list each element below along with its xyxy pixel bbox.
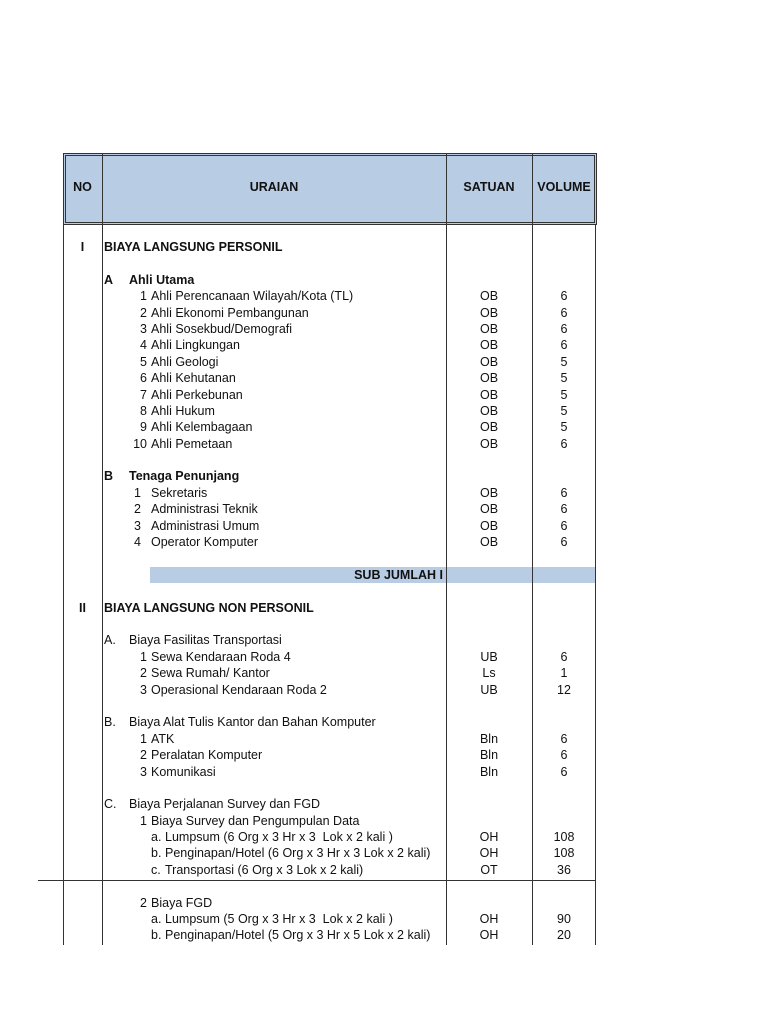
- subitem-letter: a.: [151, 830, 162, 845]
- blank-row: [63, 583, 597, 599]
- item-label: Sekretaris: [151, 485, 208, 500]
- table-row: [63, 747, 597, 763]
- group-letter: B: [104, 469, 114, 484]
- item-satuan: OB: [479, 387, 499, 402]
- column-border: [595, 225, 596, 945]
- item-number: 9: [140, 420, 147, 435]
- item-volume: 5: [560, 371, 568, 386]
- subitem-satuan: OH: [479, 912, 499, 927]
- item-volume: 6: [560, 518, 568, 533]
- group-row: [63, 632, 597, 648]
- item-satuan: OB: [479, 338, 499, 353]
- item-satuan: Bln: [479, 731, 499, 746]
- blank-row: [63, 255, 597, 271]
- blank-row: [63, 780, 597, 796]
- item-volume: 12: [557, 682, 571, 697]
- item-label: Ahli Kehutanan: [151, 371, 236, 386]
- item-label: Peralatan Komputer: [151, 748, 263, 763]
- subitem-label: Transportasi (6 Org x 3 Lok x 2 kali): [165, 862, 364, 877]
- subitem-row: [63, 911, 597, 927]
- item-number: 3: [134, 518, 141, 533]
- item-satuan: OB: [479, 518, 499, 533]
- column-border: [63, 225, 64, 945]
- item-number: 7: [140, 387, 147, 402]
- subitem-label: Lumpsum (6 Org x 3 Hr x 3 Lok x 2 kali ): [165, 830, 393, 845]
- section-number: II: [79, 600, 86, 615]
- subitem-label: Penginapan/Hotel (6 Org x 3 Hr x 3 Lok x 2 kali): [165, 846, 431, 861]
- subitem-satuan: OH: [479, 846, 499, 861]
- header-no: NO: [73, 180, 92, 194]
- item-label: Komunikasi: [151, 764, 216, 779]
- item-satuan: Bln: [479, 764, 499, 779]
- table-row: [63, 665, 597, 681]
- subitem-letter: c.: [151, 862, 161, 877]
- item-label: Operasional Kendaraan Roda 2: [151, 682, 327, 697]
- subitem-label: Penginapan/Hotel (5 Org x 3 Hr x 5 Lok x 2 kali): [165, 928, 431, 943]
- table-row: [63, 682, 597, 698]
- subitem-satuan: OH: [479, 830, 499, 845]
- item-satuan: OB: [479, 305, 499, 320]
- item-label: Ahli Geologi: [151, 354, 219, 369]
- item-volume: 5: [560, 403, 568, 418]
- header-uraian: URAIAN: [249, 180, 299, 194]
- subitem-row: [63, 845, 597, 861]
- item-number: 1: [140, 813, 147, 828]
- item-volume: 6: [560, 289, 568, 304]
- subitem-satuan: OT: [480, 862, 498, 877]
- subitem-volume: 90: [557, 912, 571, 927]
- section-number: I: [80, 240, 85, 254]
- table-row: [63, 321, 597, 337]
- item-satuan: OB: [479, 289, 499, 304]
- table-body: [63, 225, 597, 945]
- item-label: Administrasi Umum: [151, 518, 260, 533]
- table-row: [63, 403, 597, 419]
- subitem-letter: b.: [151, 928, 162, 943]
- item-volume: 6: [560, 485, 568, 500]
- item-number: 1: [134, 485, 141, 500]
- item-number: 2: [140, 748, 147, 763]
- item-volume: 5: [560, 420, 568, 435]
- header-volume: VOLUME: [537, 180, 591, 194]
- table-row: [63, 436, 597, 452]
- item-number: 3: [140, 764, 147, 779]
- item-label: ATK: [151, 731, 175, 746]
- section-title: BIAYA LANGSUNG PERSONIL: [104, 240, 283, 254]
- header-divider: [532, 153, 533, 225]
- table-row: [63, 337, 597, 353]
- item-number: 1: [140, 289, 147, 304]
- group-title: Biaya Perjalanan Survey dan FGD: [129, 797, 321, 812]
- item-label: Ahli Sosekbud/Demografi: [151, 321, 293, 336]
- blank-row: [63, 616, 597, 632]
- section-row: [63, 239, 597, 255]
- header-satuan: SATUAN: [463, 180, 515, 194]
- page-break-line: [38, 880, 596, 881]
- item-number: 3: [140, 682, 147, 697]
- item-volume: 6: [560, 748, 568, 763]
- item-satuan: OB: [479, 535, 499, 550]
- item-label: Biaya Survey dan Pengumpulan Data: [151, 813, 360, 828]
- subitem-volume: 108: [553, 846, 575, 861]
- table-row: [63, 387, 597, 403]
- header-divider: [446, 153, 447, 225]
- item-volume: 1: [560, 666, 568, 681]
- table-row: [63, 813, 597, 829]
- table-row: [63, 370, 597, 386]
- table-row: [63, 288, 597, 304]
- item-number: 3: [140, 321, 147, 336]
- item-volume: 6: [560, 338, 568, 353]
- item-volume: 6: [560, 764, 568, 779]
- group-title: Ahli Utama: [129, 272, 195, 287]
- table-row: [63, 501, 597, 517]
- subitem-letter: a.: [151, 912, 162, 927]
- item-label: Operator Komputer: [151, 535, 258, 550]
- item-number: 1: [140, 649, 147, 664]
- item-label: Administrasi Teknik: [151, 502, 258, 517]
- group-letter: A: [104, 272, 114, 287]
- item-label: Ahli Perkebunan: [151, 387, 243, 402]
- item-volume: 5: [560, 387, 568, 402]
- item-label: Ahli Hukum: [151, 403, 215, 418]
- subitem-row: [63, 829, 597, 845]
- group-letter: B.: [104, 715, 116, 730]
- item-volume: 5: [560, 354, 568, 369]
- group-row: [63, 272, 597, 288]
- cost-table: [63, 153, 597, 945]
- table-row: [63, 895, 597, 911]
- subtotal-row: [63, 567, 597, 583]
- group-row: [63, 796, 597, 812]
- table-row: [63, 534, 597, 550]
- item-satuan: OB: [479, 321, 499, 336]
- subitem-volume: 20: [557, 928, 571, 943]
- subitem-volume: 36: [557, 862, 571, 877]
- item-number: 6: [140, 371, 147, 386]
- item-satuan: UB: [480, 649, 498, 664]
- header-divider: [102, 153, 103, 225]
- item-label: Biaya FGD: [151, 895, 213, 910]
- item-label: Ahli Lingkungan: [151, 338, 240, 353]
- item-number: 1: [140, 731, 147, 746]
- table-header: [63, 153, 597, 225]
- subitem-volume: 108: [553, 830, 575, 845]
- table-row: [63, 731, 597, 747]
- item-number: 2: [140, 895, 147, 910]
- item-satuan: OB: [479, 354, 499, 369]
- group-letter: C.: [104, 797, 117, 812]
- subitem-letter: b.: [151, 846, 162, 861]
- item-number: 4: [140, 338, 147, 353]
- group-title: Tenaga Penunjang: [129, 469, 240, 484]
- item-volume: 6: [560, 436, 568, 451]
- item-label: Ahli Kelembagaan: [151, 420, 253, 435]
- item-number: 10: [133, 436, 147, 451]
- table-row: [63, 518, 597, 534]
- group-row: [63, 714, 597, 730]
- subitem-satuan: OH: [479, 928, 499, 943]
- column-border: [532, 225, 533, 945]
- item-number: 2: [140, 666, 147, 681]
- table-row: [63, 354, 597, 370]
- table-row: [63, 419, 597, 435]
- item-satuan: Ls: [482, 666, 496, 681]
- table-row: [63, 305, 597, 321]
- item-volume: 6: [560, 535, 568, 550]
- table-header-cells: [63, 153, 597, 225]
- item-satuan: OB: [479, 371, 499, 386]
- item-satuan: OB: [479, 485, 499, 500]
- item-satuan: OB: [479, 502, 499, 517]
- item-number: 5: [140, 354, 147, 369]
- item-label: Ahli Perencanaan Wilayah/Kota (TL): [151, 289, 354, 304]
- group-letter: A.: [104, 633, 116, 648]
- blank-row: [63, 452, 597, 468]
- subtotal-label: SUB JUMLAH I: [354, 567, 443, 582]
- item-volume: 6: [560, 502, 568, 517]
- item-number: 2: [140, 305, 147, 320]
- table-row: [63, 764, 597, 780]
- item-number: 2: [134, 502, 141, 517]
- item-volume: 6: [560, 731, 568, 746]
- item-label: Sewa Rumah/ Kantor: [151, 666, 270, 681]
- item-satuan: OB: [479, 420, 499, 435]
- item-volume: 6: [560, 321, 568, 336]
- item-satuan: Bln: [479, 748, 499, 763]
- subitem-row: [63, 862, 597, 878]
- item-label: Ahli Ekonomi Pembangunan: [151, 305, 309, 320]
- group-row: [63, 468, 597, 484]
- group-title: Biaya Fasilitas Transportasi: [129, 633, 282, 648]
- item-number: 4: [134, 535, 141, 550]
- table-row: [63, 649, 597, 665]
- blank-row: [63, 550, 597, 566]
- column-border: [446, 225, 447, 945]
- item-volume: 6: [560, 649, 568, 664]
- table-row: [63, 485, 597, 501]
- item-satuan: OB: [479, 403, 499, 418]
- item-number: 8: [140, 403, 147, 418]
- item-volume: 6: [560, 305, 568, 320]
- item-label: Sewa Kendaraan Roda 4: [151, 649, 291, 664]
- subitem-row: [63, 927, 597, 943]
- section-title: BIAYA LANGSUNG NON PERSONIL: [104, 600, 314, 615]
- item-satuan: OB: [479, 436, 499, 451]
- item-satuan: UB: [480, 682, 498, 697]
- subitem-label: Lumpsum (5 Org x 3 Hr x 3 Lok x 2 kali ): [165, 912, 393, 927]
- blank-row: [63, 698, 597, 714]
- section-row: [63, 600, 597, 616]
- column-border: [102, 225, 103, 945]
- group-title: Biaya Alat Tulis Kantor dan Bahan Komputer: [129, 715, 376, 730]
- item-label: Ahli Pemetaan: [151, 436, 233, 451]
